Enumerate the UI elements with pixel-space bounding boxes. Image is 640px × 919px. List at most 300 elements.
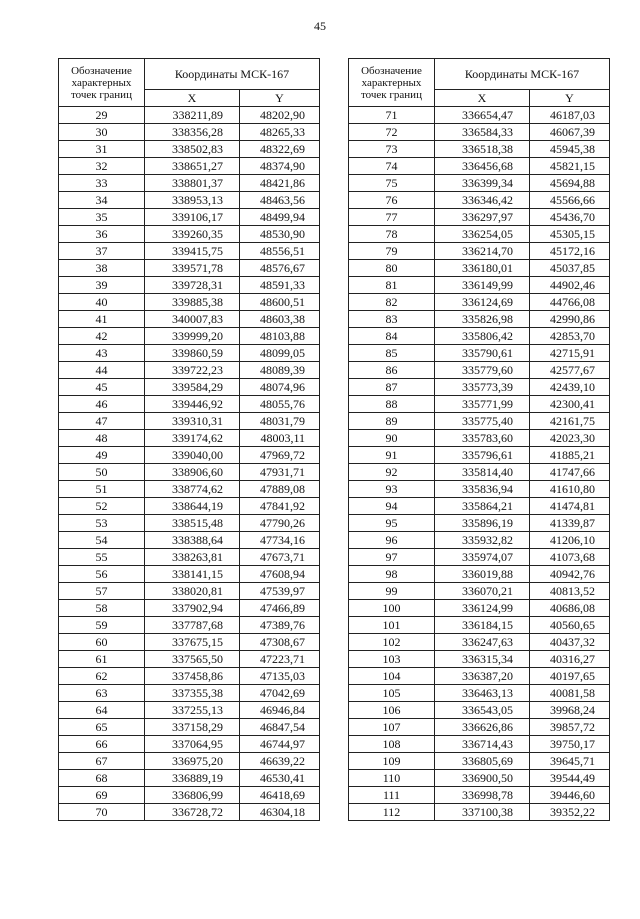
coord-x: 337064,95 [145, 736, 240, 753]
point-number: 98 [349, 566, 435, 583]
coord-y: 48322,69 [240, 141, 320, 158]
coord-x: 336247,63 [435, 634, 530, 651]
point-number: 97 [349, 549, 435, 566]
coord-y: 41339,87 [530, 515, 610, 532]
point-number: 107 [349, 719, 435, 736]
coord-x: 335864,21 [435, 498, 530, 515]
coord-y: 41206,10 [530, 532, 610, 549]
point-number: 57 [59, 583, 145, 600]
coord-x: 335826,98 [435, 311, 530, 328]
point-number: 105 [349, 685, 435, 702]
header-x: X [145, 90, 240, 107]
coord-x: 336806,99 [145, 787, 240, 804]
point-number: 43 [59, 345, 145, 362]
coordinates-table-left [58, 58, 320, 821]
point-number: 51 [59, 481, 145, 498]
point-number: 100 [349, 600, 435, 617]
table-row [59, 634, 320, 651]
header-point-label: Обозначение характерных точек границ [349, 59, 435, 107]
coord-x: 335836,94 [435, 481, 530, 498]
coord-x: 337787,68 [145, 617, 240, 634]
coord-x: 335783,60 [435, 430, 530, 447]
point-number: 89 [349, 413, 435, 430]
point-number: 48 [59, 430, 145, 447]
coord-y: 46530,41 [240, 770, 320, 787]
point-number: 64 [59, 702, 145, 719]
table-row [349, 124, 610, 141]
point-number: 94 [349, 498, 435, 515]
coord-y: 47889,08 [240, 481, 320, 498]
coord-y: 45821,15 [530, 158, 610, 175]
table-row [349, 396, 610, 413]
coord-x: 337355,38 [145, 685, 240, 702]
coord-x: 338263,81 [145, 549, 240, 566]
coord-y: 42577,67 [530, 362, 610, 379]
coord-y: 48265,33 [240, 124, 320, 141]
table-row [59, 787, 320, 804]
coord-x: 335796,61 [435, 447, 530, 464]
coord-x: 339310,31 [145, 413, 240, 430]
table-row [349, 634, 610, 651]
coord-x: 336543,05 [435, 702, 530, 719]
coord-y: 47969,72 [240, 447, 320, 464]
coord-y: 48530,90 [240, 226, 320, 243]
table-row [349, 379, 610, 396]
coord-y: 42853,70 [530, 328, 610, 345]
coord-x: 338906,60 [145, 464, 240, 481]
coord-x: 336456,68 [435, 158, 530, 175]
table-body-right [349, 107, 610, 821]
point-number: 106 [349, 702, 435, 719]
coord-y: 47734,16 [240, 532, 320, 549]
table-row [349, 532, 610, 549]
point-number: 87 [349, 379, 435, 396]
point-number: 78 [349, 226, 435, 243]
coord-x: 336124,99 [435, 600, 530, 617]
coord-y: 46639,22 [240, 753, 320, 770]
point-number: 83 [349, 311, 435, 328]
table-row [349, 226, 610, 243]
point-number: 56 [59, 566, 145, 583]
coord-y: 41474,81 [530, 498, 610, 515]
coord-x: 338801,37 [145, 175, 240, 192]
coord-y: 42715,91 [530, 345, 610, 362]
table-row [349, 277, 610, 294]
point-number: 60 [59, 634, 145, 651]
coord-y: 48202,90 [240, 107, 320, 124]
table-row [59, 600, 320, 617]
table-body-left [59, 107, 320, 821]
coord-x: 338644,19 [145, 498, 240, 515]
coord-x: 335779,60 [435, 362, 530, 379]
coord-x: 339584,29 [145, 379, 240, 396]
table-row [59, 532, 320, 549]
coord-y: 47223,71 [240, 651, 320, 668]
coord-x: 339446,92 [145, 396, 240, 413]
table-row [59, 736, 320, 753]
point-number: 63 [59, 685, 145, 702]
table-row [349, 345, 610, 362]
table-row [349, 175, 610, 192]
table-row [349, 583, 610, 600]
coord-y: 48031,79 [240, 413, 320, 430]
coord-x: 336728,72 [145, 804, 240, 821]
point-number: 41 [59, 311, 145, 328]
point-number: 61 [59, 651, 145, 668]
table-row [59, 753, 320, 770]
coord-y: 41073,68 [530, 549, 610, 566]
coord-y: 44766,08 [530, 294, 610, 311]
point-number: 101 [349, 617, 435, 634]
coord-x: 336254,05 [435, 226, 530, 243]
coord-y: 40316,27 [530, 651, 610, 668]
coord-x: 336214,70 [435, 243, 530, 260]
point-number: 96 [349, 532, 435, 549]
point-number: 76 [349, 192, 435, 209]
point-number: 35 [59, 209, 145, 226]
coord-x: 336346,42 [435, 192, 530, 209]
table-row [349, 141, 610, 158]
coord-y: 47135,03 [240, 668, 320, 685]
point-number: 37 [59, 243, 145, 260]
table-row [349, 617, 610, 634]
coord-y: 42300,41 [530, 396, 610, 413]
point-number: 31 [59, 141, 145, 158]
point-number: 44 [59, 362, 145, 379]
point-number: 74 [349, 158, 435, 175]
coord-x: 339415,75 [145, 243, 240, 260]
coord-y: 39750,17 [530, 736, 610, 753]
coord-y: 47539,97 [240, 583, 320, 600]
point-number: 49 [59, 447, 145, 464]
coord-y: 46187,03 [530, 107, 610, 124]
table-row [59, 311, 320, 328]
coord-y: 48374,90 [240, 158, 320, 175]
coord-y: 41610,80 [530, 481, 610, 498]
table-row [59, 277, 320, 294]
table-row [349, 770, 610, 787]
table-row [349, 413, 610, 430]
coord-x: 336998,78 [435, 787, 530, 804]
coord-y: 40813,52 [530, 583, 610, 600]
table-row [349, 549, 610, 566]
coord-x: 335775,40 [435, 413, 530, 430]
coord-y: 48603,38 [240, 311, 320, 328]
coord-y: 41747,66 [530, 464, 610, 481]
header-y: Y [240, 90, 320, 107]
coord-x: 338388,64 [145, 532, 240, 549]
coord-x: 335932,82 [435, 532, 530, 549]
coord-y: 48074,96 [240, 379, 320, 396]
coord-y: 47308,67 [240, 634, 320, 651]
coord-x: 335771,99 [435, 396, 530, 413]
point-number: 75 [349, 175, 435, 192]
point-number: 30 [59, 124, 145, 141]
coord-y: 45172,16 [530, 243, 610, 260]
coord-x: 338651,27 [145, 158, 240, 175]
table-row [59, 107, 320, 124]
table-row [349, 464, 610, 481]
table-row [59, 447, 320, 464]
coord-y: 39544,49 [530, 770, 610, 787]
coord-x: 338502,83 [145, 141, 240, 158]
point-number: 111 [349, 787, 435, 804]
coord-x: 336584,33 [435, 124, 530, 141]
page-number: 45 [314, 19, 326, 33]
coord-y: 39446,60 [530, 787, 610, 804]
coord-y: 46067,39 [530, 124, 610, 141]
coord-x: 338211,89 [145, 107, 240, 124]
table-row [349, 600, 610, 617]
coord-x: 338953,13 [145, 192, 240, 209]
point-number: 84 [349, 328, 435, 345]
coord-y: 47042,69 [240, 685, 320, 702]
point-number: 70 [59, 804, 145, 821]
table-row [349, 311, 610, 328]
coord-x: 336184,15 [435, 617, 530, 634]
coord-x: 337565,50 [145, 651, 240, 668]
coord-y: 47841,92 [240, 498, 320, 515]
coord-x: 335974,07 [435, 549, 530, 566]
coord-x: 338356,28 [145, 124, 240, 141]
point-number: 47 [59, 413, 145, 430]
table-row [349, 668, 610, 685]
table-row [59, 481, 320, 498]
table-row [59, 583, 320, 600]
table-row [349, 192, 610, 209]
table-row [349, 566, 610, 583]
coord-x: 335790,61 [435, 345, 530, 362]
table-row [59, 651, 320, 668]
table-row [59, 345, 320, 362]
point-number: 62 [59, 668, 145, 685]
coord-x: 335896,19 [435, 515, 530, 532]
coord-y: 39857,72 [530, 719, 610, 736]
point-number: 36 [59, 226, 145, 243]
coord-y: 47608,94 [240, 566, 320, 583]
point-number: 42 [59, 328, 145, 345]
point-number: 110 [349, 770, 435, 787]
point-number: 45 [59, 379, 145, 396]
table-row [59, 515, 320, 532]
coord-y: 44902,46 [530, 277, 610, 294]
point-number: 80 [349, 260, 435, 277]
coord-x: 336654,47 [435, 107, 530, 124]
coord-y: 40560,65 [530, 617, 610, 634]
coord-y: 48089,39 [240, 362, 320, 379]
coord-x: 339174,62 [145, 430, 240, 447]
coord-x: 339571,78 [145, 260, 240, 277]
coord-y: 47673,71 [240, 549, 320, 566]
point-number: 67 [59, 753, 145, 770]
point-number: 33 [59, 175, 145, 192]
table-row [349, 260, 610, 277]
table-row [349, 702, 610, 719]
table-row [349, 447, 610, 464]
point-number: 53 [59, 515, 145, 532]
point-number: 65 [59, 719, 145, 736]
point-number: 109 [349, 753, 435, 770]
table-row [59, 243, 320, 260]
coord-y: 45436,70 [530, 209, 610, 226]
coord-x: 336626,86 [435, 719, 530, 736]
point-number: 88 [349, 396, 435, 413]
point-number: 112 [349, 804, 435, 821]
table-row [59, 566, 320, 583]
coord-y: 48421,86 [240, 175, 320, 192]
coord-y: 40686,08 [530, 600, 610, 617]
coord-y: 48103,88 [240, 328, 320, 345]
table-row [349, 481, 610, 498]
coord-y: 40942,76 [530, 566, 610, 583]
coord-y: 39352,22 [530, 804, 610, 821]
point-number: 72 [349, 124, 435, 141]
point-number: 73 [349, 141, 435, 158]
point-number: 58 [59, 600, 145, 617]
point-number: 102 [349, 634, 435, 651]
header-x: X [435, 90, 530, 107]
header-coordinates: Координаты МСК-167 [145, 59, 320, 90]
coord-y: 45305,15 [530, 226, 610, 243]
table-row [59, 226, 320, 243]
coord-y: 41885,21 [530, 447, 610, 464]
point-number: 34 [59, 192, 145, 209]
table-row [349, 753, 610, 770]
coord-y: 46847,54 [240, 719, 320, 736]
coord-x: 336387,20 [435, 668, 530, 685]
coord-y: 42439,10 [530, 379, 610, 396]
coordinates-table-right [348, 58, 610, 821]
coord-x: 335814,40 [435, 464, 530, 481]
point-number: 77 [349, 209, 435, 226]
point-number: 59 [59, 617, 145, 634]
coord-x: 338774,62 [145, 481, 240, 498]
coord-x: 336463,13 [435, 685, 530, 702]
coord-y: 46304,18 [240, 804, 320, 821]
table-row [59, 379, 320, 396]
coord-y: 40437,32 [530, 634, 610, 651]
coord-x: 337675,15 [145, 634, 240, 651]
coord-y: 48099,05 [240, 345, 320, 362]
coord-y: 46946,84 [240, 702, 320, 719]
point-number: 29 [59, 107, 145, 124]
table-row [59, 430, 320, 447]
coord-x: 337158,29 [145, 719, 240, 736]
point-number: 92 [349, 464, 435, 481]
point-number: 50 [59, 464, 145, 481]
table-row [59, 175, 320, 192]
table-row [59, 158, 320, 175]
table-row [59, 668, 320, 685]
table-row [59, 362, 320, 379]
point-number: 38 [59, 260, 145, 277]
point-number: 52 [59, 498, 145, 515]
coord-y: 40197,65 [530, 668, 610, 685]
table-row [349, 651, 610, 668]
table-row [59, 141, 320, 158]
table-row [59, 464, 320, 481]
table-row [349, 804, 610, 821]
coord-x: 340007,83 [145, 311, 240, 328]
coord-x: 338020,81 [145, 583, 240, 600]
coord-x: 336180,01 [435, 260, 530, 277]
coord-y: 48591,33 [240, 277, 320, 294]
table-row [349, 430, 610, 447]
coord-x: 337902,94 [145, 600, 240, 617]
coord-y: 45694,88 [530, 175, 610, 192]
coord-x: 336297,97 [435, 209, 530, 226]
table-row [349, 209, 610, 226]
coord-y: 48576,67 [240, 260, 320, 277]
table-row [59, 209, 320, 226]
point-number: 99 [349, 583, 435, 600]
point-number: 90 [349, 430, 435, 447]
point-number: 95 [349, 515, 435, 532]
coord-y: 47466,89 [240, 600, 320, 617]
table-row [59, 260, 320, 277]
table-row [59, 549, 320, 566]
coord-x: 336900,50 [435, 770, 530, 787]
table-row [59, 413, 320, 430]
table-row [349, 107, 610, 124]
coord-x: 336714,43 [435, 736, 530, 753]
table-row [349, 498, 610, 515]
table-row [59, 719, 320, 736]
point-number: 71 [349, 107, 435, 124]
coord-x: 338141,15 [145, 566, 240, 583]
coord-y: 48600,51 [240, 294, 320, 311]
coord-y: 48463,56 [240, 192, 320, 209]
coord-y: 45037,85 [530, 260, 610, 277]
header-coordinates: Координаты МСК-167 [435, 59, 610, 90]
coord-y: 40081,58 [530, 685, 610, 702]
table-row [349, 328, 610, 345]
table-row [349, 515, 610, 532]
point-number: 108 [349, 736, 435, 753]
coord-x: 339885,38 [145, 294, 240, 311]
coord-x: 336315,34 [435, 651, 530, 668]
table-row [59, 328, 320, 345]
point-number: 82 [349, 294, 435, 311]
point-number: 46 [59, 396, 145, 413]
coord-x: 336070,21 [435, 583, 530, 600]
table-row [59, 396, 320, 413]
coord-y: 48055,76 [240, 396, 320, 413]
coord-y: 46744,97 [240, 736, 320, 753]
table-row [59, 498, 320, 515]
point-number: 54 [59, 532, 145, 549]
table-row [349, 294, 610, 311]
coord-y: 45945,38 [530, 141, 610, 158]
table-row [59, 124, 320, 141]
coord-x: 336889,19 [145, 770, 240, 787]
header-y: Y [530, 90, 610, 107]
coord-x: 339860,59 [145, 345, 240, 362]
coord-x: 336399,34 [435, 175, 530, 192]
table-row [59, 702, 320, 719]
coord-y: 42161,75 [530, 413, 610, 430]
coord-y: 47389,76 [240, 617, 320, 634]
point-number: 55 [59, 549, 145, 566]
point-number: 91 [349, 447, 435, 464]
coord-x: 336805,69 [435, 753, 530, 770]
table-row [59, 685, 320, 702]
coord-y: 48003,11 [240, 430, 320, 447]
coord-y: 47790,26 [240, 515, 320, 532]
coord-y: 42023,30 [530, 430, 610, 447]
table-row [349, 362, 610, 379]
coord-x: 337255,13 [145, 702, 240, 719]
